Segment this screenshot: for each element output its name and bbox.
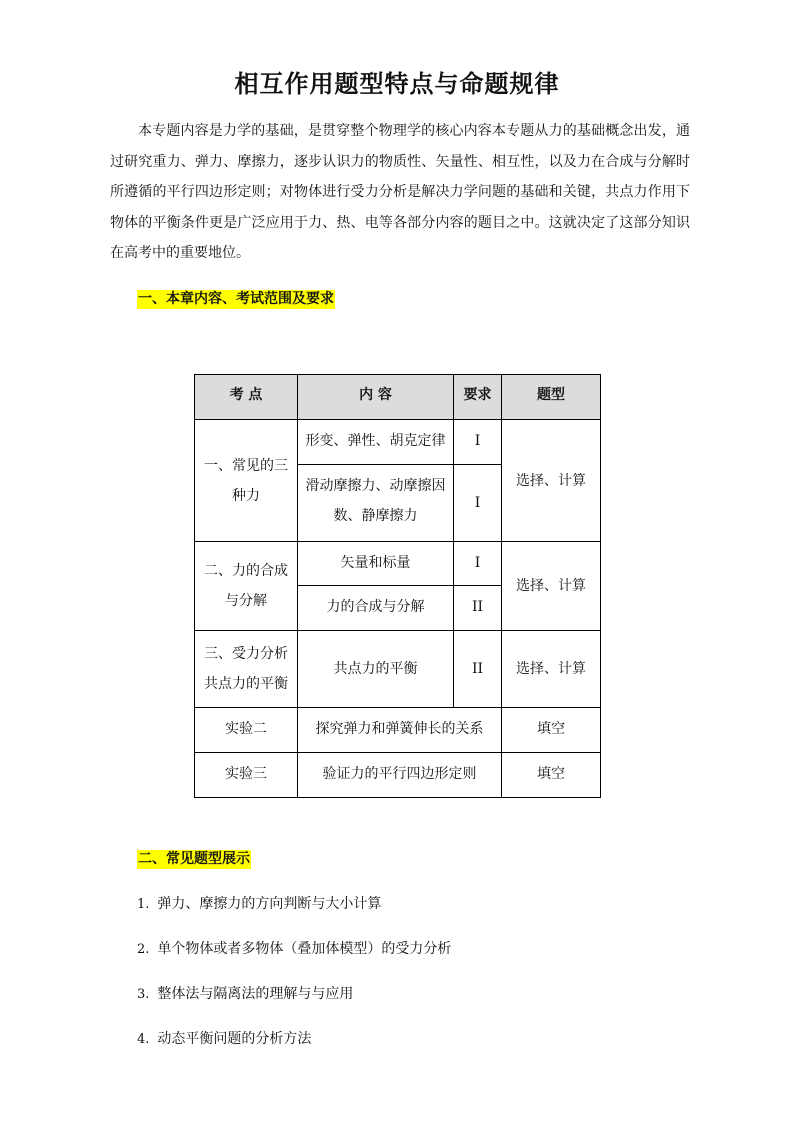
list-item (137, 938, 451, 958)
section-heading-question-types: 二、常见题型展示 (138, 851, 250, 867)
header-point: 考 点 (195, 375, 298, 420)
cell-question-type: 选择、计算 (502, 631, 601, 708)
list-item-number: 1. (137, 897, 150, 912)
cell-point: 一、常见的三种力 (195, 420, 298, 542)
list-item-text: 整体法与隔离法的理解与与应用 (157, 986, 354, 1002)
cell-requirement: II (454, 586, 502, 631)
cell-content: 探究弹力和弹簧伸长的关系 (298, 708, 502, 753)
cell-content: 矢量和标量 (298, 542, 454, 586)
cell-question-type: 填空 (502, 708, 601, 753)
list-item-text: 动态平衡问题的分析方法 (157, 1031, 312, 1047)
table-row (195, 631, 601, 708)
table-row (195, 542, 601, 586)
cell-requirement: I (454, 542, 502, 586)
cell-content: 形变、弹性、胡克定律 (298, 420, 454, 465)
cell-requirement: II (454, 631, 502, 708)
requirements-table (194, 374, 601, 798)
cell-requirement: I (454, 465, 502, 542)
list-item (137, 983, 353, 1003)
list-item-text: 单个物体或者多物体（叠加体模型）的受力分析 (157, 941, 452, 957)
list-item (137, 1028, 311, 1048)
cell-question-type: 选择、计算 (502, 542, 601, 631)
cell-point: 二、力的合成与分解 (195, 542, 298, 631)
cell-content: 力的合成与分解 (298, 586, 454, 631)
table-header-row (195, 375, 601, 420)
cell-content: 验证力的平行四边形定则 (298, 753, 502, 798)
cell-content: 滑动摩擦力、动摩擦因数、静摩擦力 (298, 465, 454, 542)
page-title: 相互作用题型特点与命题规律 (234, 69, 560, 98)
list-item-number: 4. (137, 1032, 150, 1047)
table-row (195, 753, 601, 798)
list-item-text: 弹力、摩擦力的方向判断与大小计算 (157, 896, 382, 912)
intro-paragraph: 本专题内容是力学的基础，是贯穿整个物理学的核心内容本专题从力的基础概念出发，通过研究重力、弹力、摩擦力，逐步认识力的物质性、矢量性、相互性，以及力在合成与分解时所遵循的平行四边形定则；对物体进行受力分析是解决力学问题的基础和关键，共点力作用下物体的平衡条件更是广泛应用于力、热、电等各部分内容的题目之中。这就决定了这部分知识在高考中的重要地位。 (110, 123, 690, 261)
list-item-number: 2. (137, 942, 150, 957)
table-row (195, 708, 601, 753)
cell-question-type: 填空 (502, 753, 601, 798)
cell-question-type: 选择、计算 (502, 420, 601, 542)
cell-requirement: I (454, 420, 502, 465)
list-item (137, 893, 381, 913)
header-question-type: 题型 (502, 375, 601, 420)
cell-point: 三、受力分析共点力的平衡 (195, 631, 298, 708)
header-content: 内 容 (298, 375, 454, 420)
cell-content: 共点力的平衡 (298, 631, 454, 708)
list-item-number: 3. (137, 987, 150, 1002)
table-row (195, 420, 601, 465)
header-requirement: 要求 (454, 375, 502, 420)
cell-point: 实验二 (195, 708, 298, 753)
cell-point: 实验三 (195, 753, 298, 798)
section-heading-scope: 一、本章内容、考试范围及要求 (138, 291, 334, 307)
